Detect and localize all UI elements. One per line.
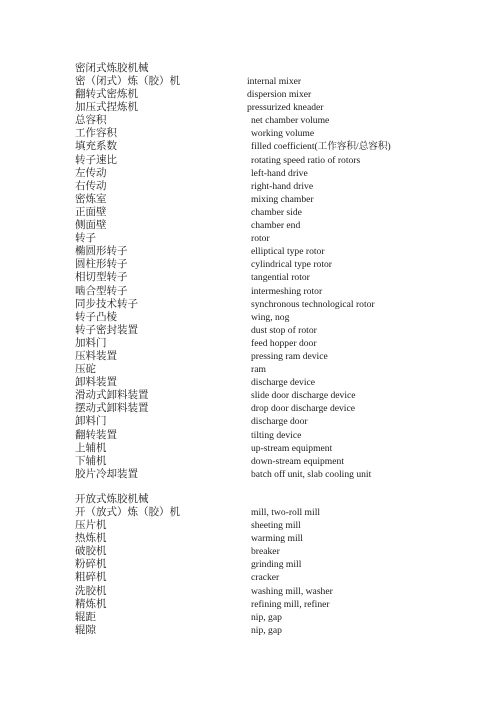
term-row: [75, 75, 475, 88]
english-term: dispersion mixer: [247, 89, 312, 101]
chinese-term: 滑动式卸料装置: [75, 389, 149, 402]
chinese-term: 转子密封装置: [75, 323, 138, 336]
english-term: mixing chamber: [251, 193, 314, 205]
chinese-term: 密（闭式）炼（胶）机: [75, 75, 180, 87]
term-row: [75, 114, 475, 127]
english-term: down-stream equipment: [251, 455, 344, 467]
english-term: internal mixer: [247, 76, 302, 87]
english-term: right-hand drive: [251, 180, 314, 192]
english-term: filled coefficient(工作容积/总容积): [251, 141, 391, 153]
chinese-term: 相切型转子: [75, 271, 128, 284]
chinese-term: 总容积: [75, 114, 107, 127]
term-row: [75, 598, 475, 611]
english-term: net chamber volume: [251, 115, 330, 127]
chinese-term: 洗胶机: [75, 584, 107, 597]
chinese-term: 翻转式密炼机: [75, 88, 138, 101]
english-term: mill, two-roll mill: [251, 507, 321, 518]
english-term: refining mill, refiner: [251, 598, 330, 610]
term-row: [75, 140, 475, 153]
english-term: rotor: [251, 233, 270, 245]
term-row: [75, 337, 475, 350]
english-term: tangential rotor: [251, 272, 310, 284]
term-row: [75, 271, 475, 284]
english-term: discharge door: [251, 416, 308, 428]
term-row: [75, 127, 475, 140]
term-row: [75, 285, 475, 298]
term-row: [75, 558, 475, 571]
english-term: dust stop of rotor: [251, 324, 317, 336]
chinese-term: 右传动: [75, 179, 107, 192]
section-internal-mixer: [75, 62, 475, 481]
term-row: [75, 429, 475, 442]
english-term: pressing ram device: [251, 350, 328, 362]
english-term: intermeshing rotor: [251, 285, 323, 297]
chinese-term: 破胶机: [75, 545, 107, 558]
term-row: [75, 232, 475, 245]
chinese-term: 左传动: [75, 166, 107, 179]
english-term: pressurized kneader: [247, 102, 324, 114]
term-row: [75, 350, 475, 363]
term-row: [75, 88, 475, 101]
english-term: cracker: [251, 572, 280, 584]
english-term: rotating speed ratio of rotors: [251, 154, 361, 166]
term-row: [75, 468, 475, 481]
chinese-term: 卸料装置: [75, 376, 117, 389]
chinese-term: 填充系数: [75, 140, 117, 153]
section-title: 开放式炼胶机械: [75, 493, 149, 505]
term-row: [75, 180, 475, 193]
section-title: 密闭式炼胶机械: [75, 62, 149, 74]
chinese-term: 上辅机: [75, 441, 107, 454]
english-term: batch off unit, slab cooling unit: [251, 468, 372, 480]
chinese-term: 压砣: [75, 363, 96, 376]
chinese-term: 翻转装置: [75, 428, 117, 441]
english-term: drop door discharge device: [251, 403, 355, 415]
chinese-term: 摆动式卸料装置: [75, 402, 149, 415]
chinese-term: 辊距: [75, 610, 96, 623]
term-row: [75, 258, 475, 271]
english-term: grinding mill: [251, 559, 302, 571]
english-term: working volume: [251, 128, 315, 140]
term-row: [75, 545, 475, 558]
term-row: [75, 624, 475, 637]
term-row: [75, 101, 475, 114]
term-row: [75, 298, 475, 311]
term-row: [75, 571, 475, 584]
english-term: warming mill: [251, 533, 303, 545]
chinese-term: 转子: [75, 232, 96, 245]
english-term: left-hand drive: [251, 167, 308, 179]
chinese-term: 热炼机: [75, 532, 107, 545]
chinese-term: 卸料门: [75, 415, 107, 428]
term-row: [75, 611, 475, 624]
chinese-term: 下辅机: [75, 454, 107, 467]
term-row: [75, 455, 475, 468]
chinese-term: 同步技术转子: [75, 297, 138, 310]
term-row: [75, 415, 475, 428]
chinese-term: 密炼室: [75, 192, 107, 205]
english-term: elliptical type rotor: [251, 246, 325, 258]
english-term: wing, nog: [251, 311, 290, 323]
term-row: [75, 506, 475, 519]
chinese-term: 圆柱形转子: [75, 258, 128, 271]
english-term: up-stream equipment: [251, 442, 333, 454]
chinese-term: 压料装置: [75, 349, 117, 362]
english-term: synchronous technological rotor: [251, 298, 375, 310]
chinese-term: 加料门: [75, 336, 107, 349]
term-row: [75, 585, 475, 598]
english-term: chamber end: [251, 220, 301, 232]
english-term: breaker: [251, 546, 280, 558]
english-term: nip, gap: [251, 624, 282, 636]
term-row: [75, 311, 475, 324]
english-term: nip, gap: [251, 611, 282, 623]
term-row: [75, 519, 475, 532]
english-term: ram: [251, 364, 266, 376]
english-term: slide door discharge device: [251, 390, 356, 402]
term-row: [75, 442, 475, 455]
chinese-term: 啮合型转子: [75, 284, 128, 297]
term-row: [75, 324, 475, 337]
section-open-mill: [75, 493, 475, 637]
chinese-term: 工作容积: [75, 127, 117, 140]
chinese-term: 压片机: [75, 519, 107, 532]
term-row: [75, 193, 475, 206]
chinese-term: 精炼机: [75, 597, 107, 610]
english-term: discharge device: [251, 377, 316, 389]
chinese-term: 正面壁: [75, 205, 107, 218]
term-row: [75, 402, 475, 415]
term-row: [75, 389, 475, 402]
chinese-term: 转子凸棱: [75, 310, 117, 323]
chinese-term: 开（放式）炼（胶）机: [75, 506, 180, 518]
english-term: washing mill, washer: [251, 585, 333, 597]
chinese-term: 椭圆形转子: [75, 245, 128, 258]
english-term: cylindrical type rotor: [251, 259, 332, 271]
chinese-term: 粗碎机: [75, 571, 107, 584]
term-row: [75, 219, 475, 232]
chinese-term: 转子速比: [75, 153, 117, 166]
chinese-term: 粉碎机: [75, 558, 107, 571]
term-row: [75, 245, 475, 258]
term-row: [75, 363, 475, 376]
english-term: chamber side: [251, 206, 302, 218]
term-list: [75, 506, 475, 637]
term-row: [75, 532, 475, 545]
chinese-term: 加压式捏炼机: [75, 101, 138, 114]
term-row: [75, 206, 475, 219]
chinese-term: 胶片冷却装置: [75, 467, 138, 480]
chinese-term: 侧面壁: [75, 219, 107, 232]
term-row: [75, 154, 475, 167]
english-term: feed hopper door: [251, 337, 317, 349]
term-row: [75, 167, 475, 180]
chinese-term: 辊隙: [75, 623, 96, 636]
term-row: [75, 376, 475, 389]
english-term: sheeting mill: [251, 520, 301, 532]
term-list: [75, 75, 475, 481]
english-term: tilting device: [251, 429, 302, 441]
